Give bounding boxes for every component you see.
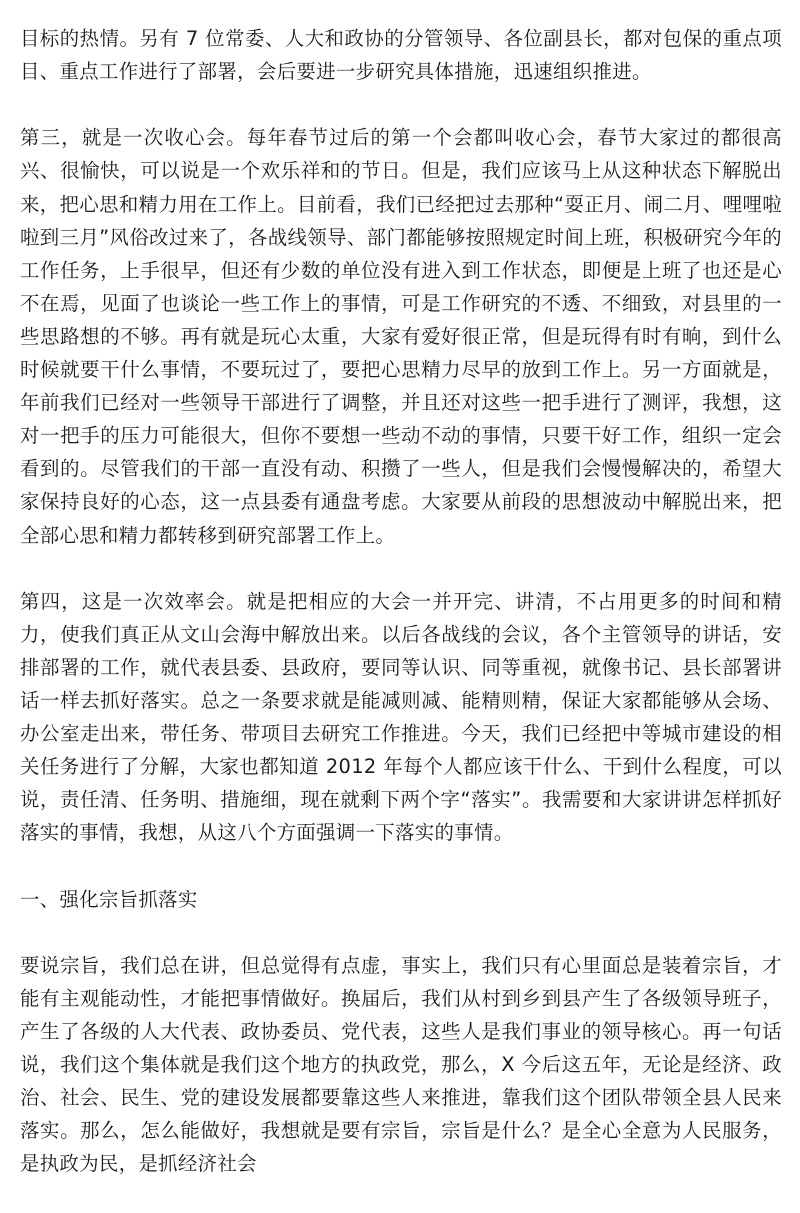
paragraph-4: 要说宗旨，我们总在讲，但总觉得有点虚，事实上，我们只有心里面总是装着宗旨，才能有主观能动性，才能把事情做好。换届后，我们从村到乡到县产生了各级领导班子，产生了各级的人大代表、政协委员、党代表，这些人是我们事业的领导核心。再一句话说，我们这个集体就是我们这个地方的执政党，那么，X 今后这五年，无论是经济、政治、社会、民生、党的建设发展都要靠这些人来推进，靠我们这个团队带领全县人民来落实。那么，怎么能做好，我想就是要有宗旨，宗旨是什么？是全心全意为人民服务，是执政为民，是抓经济社会 — [20, 953, 782, 1176]
section-heading: 一、强化宗旨抓落实 — [20, 887, 198, 911]
paragraph-2: 第三，就是一次收心会。每年春节过后的第一个会都叫收心会，春节大家过的都很高兴、很愉快，可以说是一个欢乐祥和的节日。但是，我们应该马上从这种状态下解脱出来，把心思和精力用在工作上。目前看，我们已经把过去那种“耍正月、闹二月、哩哩啦啦到三月”风俗改过来了，各战线领导、部门都能够按照规定时间上班，积极研究今年的工作任务，上手很早，但还有少数的单位没有进入到工作状态，即便是上班了也还是心不在焉，见面了也谈论一些工作上的事情，可是工作研究的不透、不细致，对县里的一些思路想的不够。再有就是玩心太重，大家有爱好很正常，但是玩得有时有晌，到什么时候就要干什么事情，不要玩过了，要把心思精力尽早的放到工作上。另一方面就是，年前我们已经对一些领导干部进行了调整，并且还对这些一把手进行了测评，我想，这对一把手的压力可能很大，但你不要想一些动不动的事情，只要干好工作，组织一定会看到的。尽管我们的干部一直没有动、积攒了一些人，但是我们会慢慢解决的，希望大家保持良好的心态，这一点县委有通盘考虑。大家要从前段的思想波动中解脱出来，把全部心思和精力都转移到研究部署工作上。 — [20, 126, 782, 547]
document-body — [20, 0, 782, 1213]
paragraph-1: 目标的热情。另有 7 位常委、人大和政协的分管领导、各位副县长，都对包保的重点项目、重点工作进行了部署，会后要进一步研究具体措施，迅速组织推进。 — [20, 27, 782, 84]
paragraph-3: 第四，这是一次效率会。就是把相应的大会一并开完、讲清，不占用更多的时间和精力，使我们真正从文山会海中解放出来。以后各战线的会议，各个主管领导的讲话，安排部署的工作，就代表县委、县政府，要同等认识、同等重视，就像书记、县长部署讲话一样去抓好落实。总之一条要求就是能减则减、能精则精，保证大家都能够从会场、办公室走出来，带任务、带项目去研究工作推进。今天，我们已经把中等城市建设的相关任务进行了分解，大家也都知道 2012 年每个人都应该干什么、干到什么程度，可以说，责任清、任务明、措施细，现在就剩下两个字“落实”。我需要和大家讲讲怎样抓好落实的事情，我想，从这八个方面强调一下落实的事情。 — [20, 589, 782, 845]
